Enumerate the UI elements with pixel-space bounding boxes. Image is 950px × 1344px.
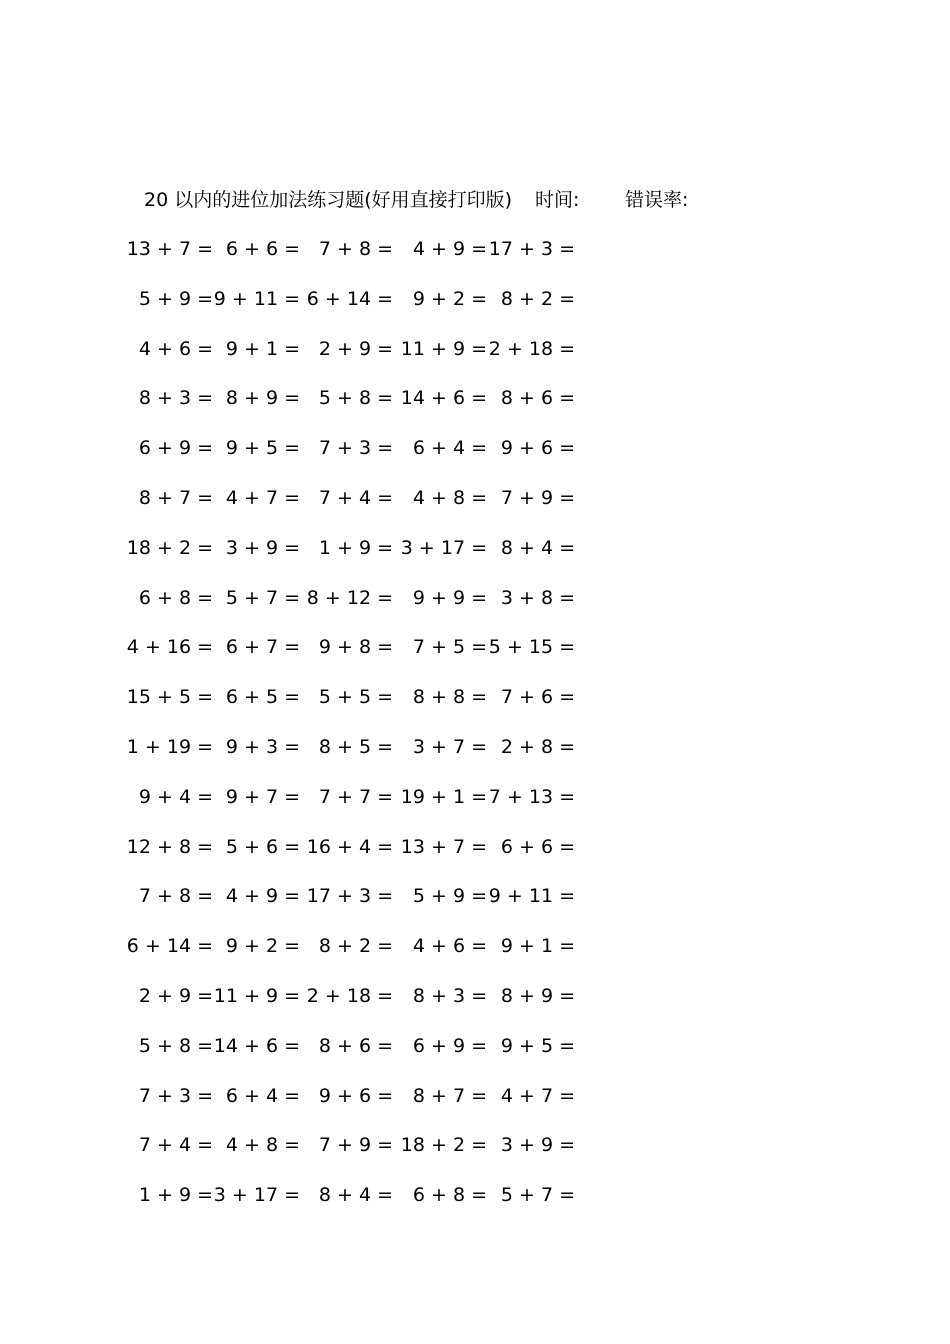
- addition-problem: 7 + 7 =: [318, 785, 393, 808]
- addition-problem: 7 + 3 =: [138, 1084, 213, 1107]
- addition-problem: 2 + 9 =: [138, 984, 213, 1007]
- addition-problem: 8 + 2 =: [500, 287, 575, 310]
- problem-row: [0, 235, 950, 285]
- addition-problem: 6 + 4 =: [412, 437, 487, 460]
- addition-problem: 3 + 8 =: [500, 586, 575, 609]
- addition-problem: 5 + 7 =: [225, 586, 300, 609]
- addition-problem: 7 + 8 =: [138, 885, 213, 908]
- addition-problem: 5 + 5 =: [318, 686, 393, 709]
- addition-problem: 9 + 7 =: [225, 785, 300, 808]
- addition-problem: 4 + 6 =: [138, 337, 213, 360]
- addition-problem: 11 + 9 =: [400, 337, 487, 360]
- addition-problem: 19 + 1 =: [400, 785, 487, 808]
- addition-problem: 8 + 4 =: [500, 536, 575, 559]
- addition-problem: 13 + 7 =: [400, 835, 487, 858]
- addition-problem: 7 + 9 =: [318, 1134, 393, 1157]
- addition-problem: 3 + 17 =: [213, 1184, 300, 1207]
- problem-row: [0, 285, 950, 335]
- addition-problem: 8 + 5 =: [318, 735, 393, 758]
- addition-problem: 8 + 9 =: [500, 984, 575, 1007]
- addition-problem: 8 + 6 =: [318, 1034, 393, 1057]
- addition-problem: 1 + 9 =: [138, 1184, 213, 1207]
- problem-row: [0, 633, 950, 683]
- addition-problem: 9 + 4 =: [138, 785, 213, 808]
- addition-problem: 9 + 6 =: [318, 1084, 393, 1107]
- error-rate-label: 错误率:: [625, 189, 689, 211]
- problem-row: [0, 833, 950, 883]
- addition-problem: 16 + 4 =: [306, 835, 393, 858]
- addition-problem: 8 + 3 =: [412, 984, 487, 1007]
- problem-row: [0, 932, 950, 982]
- problem-row: [0, 584, 950, 634]
- addition-problem: 4 + 9 =: [412, 238, 487, 260]
- addition-problem: 2 + 18 =: [488, 337, 575, 360]
- addition-problem: 17 + 3 =: [488, 238, 575, 260]
- addition-problem: 3 + 9 =: [225, 536, 300, 559]
- addition-problem: 8 + 4 =: [318, 1184, 393, 1207]
- addition-problem: 9 + 3 =: [225, 735, 300, 758]
- addition-problem: 6 + 5 =: [225, 686, 300, 709]
- problem-row: [0, 434, 950, 484]
- addition-problem: 4 + 6 =: [412, 935, 487, 958]
- problem-row: [0, 335, 950, 385]
- addition-problem: 17 + 3 =: [306, 885, 393, 908]
- problem-row: [0, 1181, 950, 1231]
- addition-problem: 6 + 14 =: [126, 935, 213, 958]
- addition-problem: 8 + 3 =: [138, 387, 213, 410]
- problem-row: [0, 882, 950, 932]
- addition-problem: 6 + 9 =: [412, 1034, 487, 1057]
- addition-problem: 7 + 13 =: [488, 785, 575, 808]
- problem-row: [0, 733, 950, 783]
- addition-problem: 6 + 4 =: [225, 1084, 300, 1107]
- addition-problem: 9 + 6 =: [500, 437, 575, 460]
- addition-problem: 9 + 9 =: [412, 586, 487, 609]
- addition-problem: 18 + 2 =: [400, 1134, 487, 1157]
- addition-problem: 9 + 1 =: [500, 935, 575, 958]
- addition-problem: 4 + 16 =: [126, 636, 213, 659]
- addition-problem: 5 + 8 =: [318, 387, 393, 410]
- addition-problem: 7 + 4 =: [318, 486, 393, 509]
- addition-problem: 11 + 9 =: [213, 984, 300, 1007]
- addition-problem: 2 + 18 =: [306, 984, 393, 1007]
- addition-problem: 7 + 5 =: [412, 636, 487, 659]
- addition-problem: 14 + 6 =: [400, 387, 487, 410]
- problem-row: [0, 783, 950, 833]
- addition-problem: 9 + 11 =: [213, 287, 300, 310]
- addition-problem: 4 + 8 =: [225, 1134, 300, 1157]
- problem-row: [0, 1131, 950, 1181]
- addition-problem: 2 + 9 =: [318, 337, 393, 360]
- addition-problem: 5 + 9 =: [138, 287, 213, 310]
- problem-row: [0, 484, 950, 534]
- problem-row: [0, 1032, 950, 1082]
- problem-row: [0, 982, 950, 1032]
- problem-grid: [0, 235, 950, 1231]
- addition-problem: 15 + 5 =: [126, 686, 213, 709]
- addition-problem: 5 + 7 =: [500, 1184, 575, 1207]
- addition-problem: 5 + 8 =: [138, 1034, 213, 1057]
- addition-problem: 6 + 9 =: [138, 437, 213, 460]
- problem-row: [0, 534, 950, 584]
- addition-problem: 4 + 9 =: [225, 885, 300, 908]
- addition-problem: 7 + 4 =: [138, 1134, 213, 1157]
- addition-problem: 3 + 7 =: [412, 735, 487, 758]
- addition-problem: 9 + 5 =: [225, 437, 300, 460]
- addition-problem: 1 + 19 =: [126, 735, 213, 758]
- addition-problem: 3 + 9 =: [500, 1134, 575, 1157]
- addition-problem: 8 + 6 =: [500, 387, 575, 410]
- addition-problem: 6 + 14 =: [306, 287, 393, 310]
- addition-problem: 14 + 6 =: [213, 1034, 300, 1057]
- addition-problem: 13 + 7 =: [126, 238, 213, 260]
- problem-row: [0, 683, 950, 733]
- addition-problem: 7 + 3 =: [318, 437, 393, 460]
- addition-problem: 2 + 8 =: [500, 735, 575, 758]
- addition-problem: 6 + 7 =: [225, 636, 300, 659]
- addition-problem: 8 + 12 =: [306, 586, 393, 609]
- time-label: 时间:: [535, 189, 580, 211]
- addition-problem: 7 + 9 =: [500, 486, 575, 509]
- problem-row: [0, 384, 950, 434]
- addition-problem: 5 + 9 =: [412, 885, 487, 908]
- addition-problem: 6 + 6 =: [500, 835, 575, 858]
- addition-problem: 7 + 8 =: [318, 238, 393, 260]
- addition-problem: 8 + 2 =: [318, 935, 393, 958]
- addition-problem: 6 + 6 =: [225, 238, 300, 260]
- addition-problem: 9 + 2 =: [412, 287, 487, 310]
- addition-problem: 12 + 8 =: [126, 835, 213, 858]
- addition-problem: 9 + 1 =: [225, 337, 300, 360]
- addition-problem: 6 + 8 =: [412, 1184, 487, 1207]
- addition-problem: 9 + 2 =: [225, 935, 300, 958]
- addition-problem: 8 + 8 =: [412, 686, 487, 709]
- problem-row: [0, 1082, 950, 1132]
- addition-problem: 4 + 8 =: [412, 486, 487, 509]
- addition-problem: 4 + 7 =: [500, 1084, 575, 1107]
- addition-problem: 9 + 11 =: [488, 885, 575, 908]
- addition-problem: 8 + 7 =: [138, 486, 213, 509]
- addition-problem: 7 + 6 =: [500, 686, 575, 709]
- addition-problem: 6 + 8 =: [138, 586, 213, 609]
- addition-problem: 5 + 15 =: [488, 636, 575, 659]
- addition-problem: 8 + 9 =: [225, 387, 300, 410]
- addition-problem: 3 + 17 =: [400, 536, 487, 559]
- addition-problem: 9 + 8 =: [318, 636, 393, 659]
- worksheet-title: 20 以内的进位加法练习题(好用直接打印版): [144, 189, 513, 211]
- addition-problem: 8 + 7 =: [412, 1084, 487, 1107]
- addition-problem: 4 + 7 =: [225, 486, 300, 509]
- addition-problem: 5 + 6 =: [225, 835, 300, 858]
- addition-problem: 1 + 9 =: [318, 536, 393, 559]
- addition-problem: 9 + 5 =: [500, 1034, 575, 1057]
- addition-problem: 18 + 2 =: [126, 536, 213, 559]
